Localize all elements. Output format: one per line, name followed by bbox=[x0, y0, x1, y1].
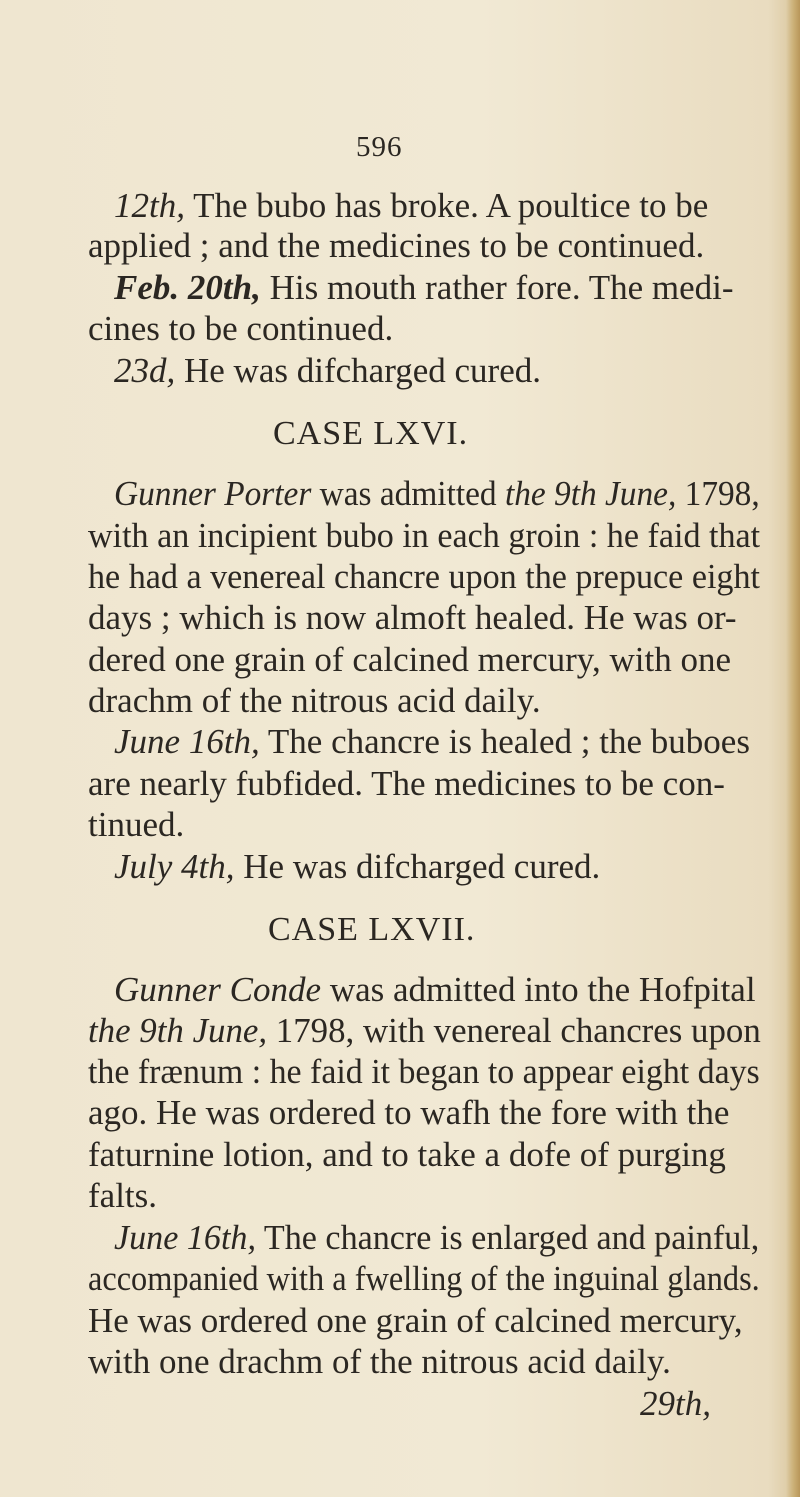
page-edge-shadow bbox=[786, 0, 800, 1497]
text-line: cines to be continued. bbox=[88, 309, 394, 348]
text-line: the 9th June, 1798, with venereal chancres upon bbox=[88, 1011, 761, 1050]
text-line: falts. bbox=[88, 1176, 158, 1215]
text-line: with an incipient bubo in each groin : he faid that bbox=[88, 516, 761, 555]
text-line: Gunner Porter was admitted the 9th June, 1798, bbox=[114, 474, 760, 513]
text-line: drachm of the nitrous acid daily. bbox=[88, 681, 541, 720]
text-line: applied ; and the medicines to be continued. bbox=[88, 226, 705, 265]
text-line: June 16th, The chancre is enlarged and painful, bbox=[114, 1218, 760, 1257]
text-line: dered one grain of calcined mercury, with one bbox=[88, 640, 732, 679]
text-line: days ; which is now almoft healed. He was or- bbox=[88, 598, 737, 637]
text-line: He was ordered one grain of calcined mercury, bbox=[88, 1301, 743, 1340]
case-heading: CASE LXVI. bbox=[273, 415, 469, 452]
catchword: 29th, bbox=[640, 1384, 711, 1423]
page-number: 596 bbox=[356, 131, 403, 163]
text-line: he had a venereal chancre upon the prepuce eight bbox=[88, 557, 760, 596]
text-line: tinued. bbox=[88, 805, 185, 844]
text-line: Feb. 20th, His mouth rather fore. The medi- bbox=[114, 268, 734, 307]
text-line: the frænum : he faid it began to appear eight days bbox=[88, 1052, 760, 1091]
text-line: ago. He was ordered to wafh the fore with the bbox=[88, 1093, 730, 1132]
text-line: are nearly fubfided. The medicines to be con- bbox=[88, 764, 725, 803]
text-line: 12th, The bubo has broke. A poultice to be bbox=[114, 186, 709, 225]
text-line: July 4th, He was difcharged cured. bbox=[114, 847, 601, 886]
text-line: faturnine lotion, and to take a dofe of purging bbox=[88, 1135, 726, 1174]
text-line: accompanied with a fwelling of the inguinal glands. bbox=[88, 1259, 760, 1298]
text-line: Gunner Conde was admitted into the Hofpital bbox=[114, 970, 756, 1009]
case-heading: CASE LXVII. bbox=[268, 911, 476, 948]
text-line: with one drachm of the nitrous acid daily. bbox=[88, 1342, 671, 1381]
text-line: June 16th, The chancre is healed ; the buboes bbox=[114, 722, 750, 761]
text-line: 23d, He was difcharged cured. bbox=[114, 351, 541, 390]
